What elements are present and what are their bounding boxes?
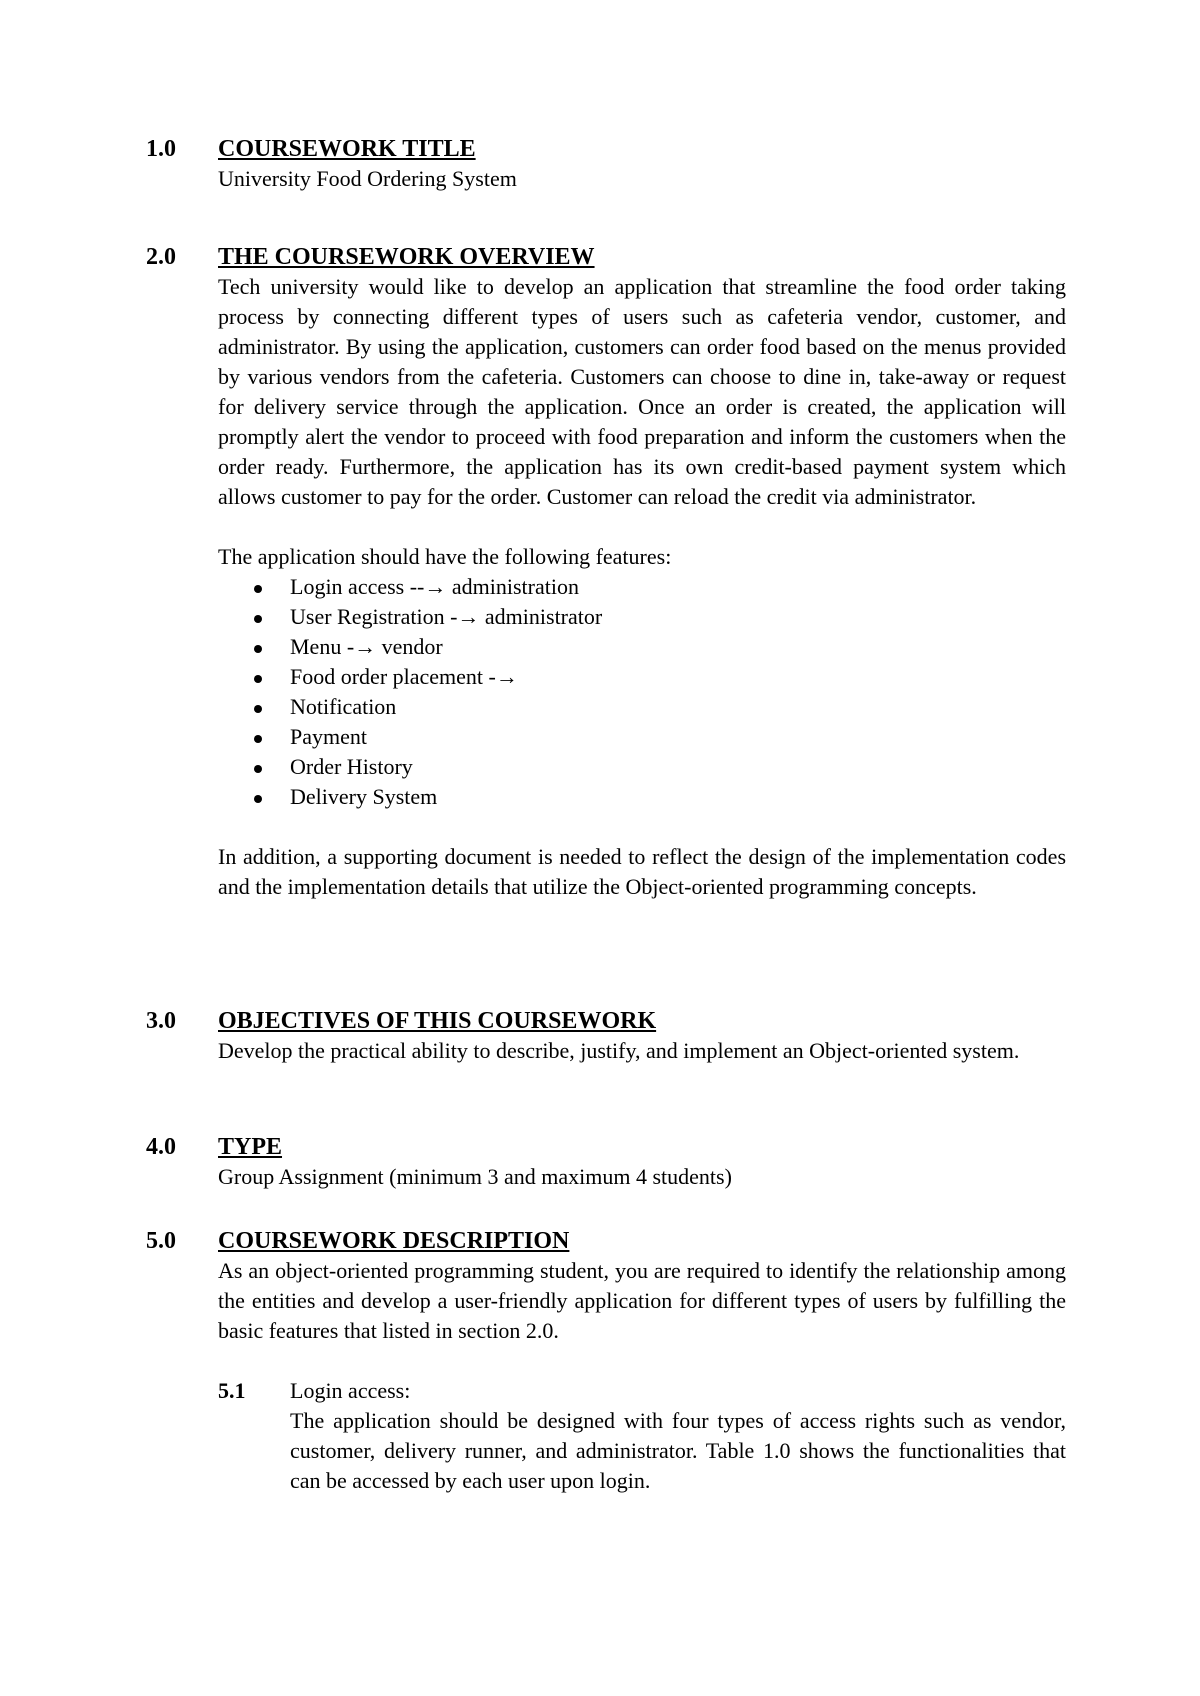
list-item: Payment (290, 724, 367, 749)
section-number: 1.0 (146, 136, 176, 162)
list-item: Order History (290, 754, 413, 779)
section-number: 3.0 (146, 1008, 176, 1034)
features-list (218, 572, 1066, 812)
section-body: Group Assignment (minimum 3 and maximum 4 students) (218, 1164, 732, 1189)
section-title: TYPE (218, 1134, 283, 1160)
subsection-heading: Login access: (290, 1378, 411, 1403)
closing-paragraph: In addition, a supporting document is needed to reflect the design of the implementation codes and the implementation details that utilize the Object-oriented programming concepts. (218, 844, 1066, 899)
list-item: Menu -→ vendor (290, 634, 443, 659)
section-title: COURSEWORK DESCRIPTION (218, 1228, 570, 1254)
section-heading (146, 242, 1066, 272)
subsection-login-access (218, 1376, 1066, 1496)
section-body: University Food Ordering System (218, 166, 517, 191)
section-type (146, 1132, 1066, 1192)
list-item: Delivery System (290, 784, 438, 809)
section-title: OBJECTIVES OF THIS COURSEWORK (218, 1008, 657, 1034)
section-number: 2.0 (146, 244, 176, 270)
overview-paragraph: Tech university would like to develop an application that streamline the food order taking process by connecting different types of users such as cafeteria vendor, customer, and administrator. By using the application, customers can order food based on the menus provided by various vendors from the cafeteria. Customers can choose to dine in, take-away or request for delivery service through the application. Once an order is created, the application will promptly alert the vendor to proceed with food preparation and inform the customers when the order ready. Furthermore, the application has its own credit-based payment system which allows customer to pay for the order. Customer can reload the credit via administrator. (218, 274, 1066, 509)
section-body: Develop the practical ability to describe, justify, and implement an Object-oriented system. (218, 1038, 1020, 1063)
list-item: Food order placement -→ (290, 664, 518, 689)
section-title: COURSEWORK TITLE (218, 136, 476, 162)
section-heading (146, 134, 1066, 164)
list-item: Login access --→ administration (290, 574, 579, 599)
section-objectives (146, 1006, 1066, 1066)
subsection-text: The application should be designed with four types of access rights such as vendor, customer, delivery runner, and administrator. Table 1.0 shows the functionalities that can be accessed by each user upon login. (290, 1408, 1066, 1493)
section-overview (146, 242, 1066, 902)
section-coursework-title (146, 134, 1066, 194)
section-heading (146, 1006, 1066, 1036)
section-number: 4.0 (146, 1134, 176, 1160)
section-description (146, 1226, 1066, 1496)
section-heading (146, 1132, 1066, 1162)
section-number: 5.0 (146, 1228, 176, 1254)
section-heading (146, 1226, 1066, 1256)
section-body: As an object-oriented programming student, you are required to identify the relationship among the entities and develop a user-friendly application for different types of users by fulfilling the basic features that listed in section 2.0. (218, 1258, 1066, 1343)
list-item: User Registration -→ administrator (290, 604, 603, 629)
subsection-number: 5.1 (218, 1378, 246, 1403)
section-title: THE COURSEWORK OVERVIEW (218, 244, 595, 270)
list-item: Notification (290, 694, 397, 719)
features-intro: The application should have the following features: (218, 544, 672, 569)
